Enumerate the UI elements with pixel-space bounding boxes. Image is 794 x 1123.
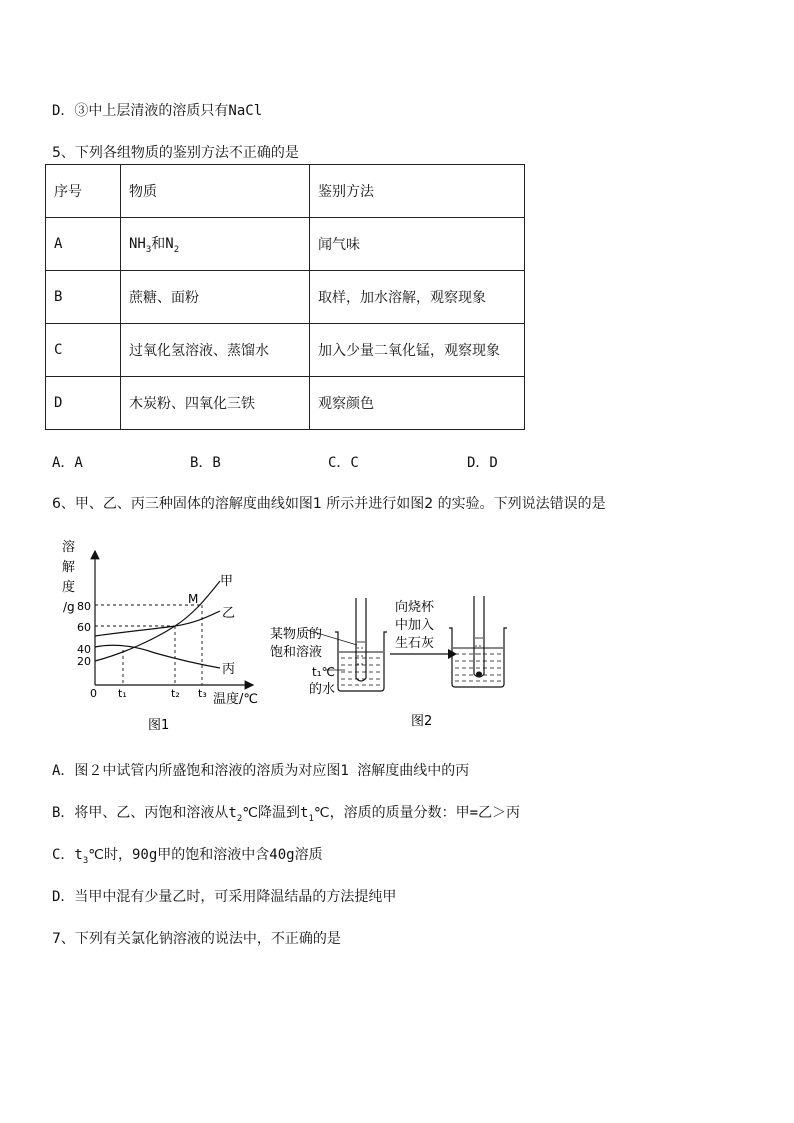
y-tick-80: 80 [77, 600, 91, 613]
arrow-label-3: 生石灰 [395, 636, 435, 651]
table-row [46, 324, 525, 377]
header-substance: 物质 [121, 165, 310, 218]
curve-jia [95, 581, 220, 661]
curve-label-jia: 甲 [220, 574, 234, 589]
table-header-row [46, 165, 525, 218]
row-substance: 木炭粉、四氧化三铁 [121, 377, 310, 430]
row-id: D [46, 377, 121, 430]
q5-stem: 5、下列各组物质的鉴别方法不正确的是 [52, 145, 299, 161]
q5-option-a: A．A [52, 455, 83, 471]
q6-stem: 6、甲、乙、丙三种固体的溶解度曲线如图1 所示并进行如图2 的实验。下列说法错误的是 [52, 496, 606, 512]
curve-bing [95, 645, 220, 668]
row-substance: $NH_3$和$N_2$ [121, 218, 310, 271]
row-id: A [46, 218, 121, 271]
header-method: 鉴别方法 [310, 165, 525, 218]
q5-option-b: B．B [190, 455, 221, 471]
q4-option-d: D．③中上层清液的溶质只有NaCl [52, 103, 263, 119]
q6-option-a: A．图２中试管内所盛饱和溶液的溶质为对应图1 溶解度曲线中的丙 [52, 763, 470, 779]
point-m-label: M [188, 592, 199, 606]
right-beaker [449, 628, 507, 687]
curve-label-yi: 乙 [222, 606, 236, 621]
left-test-tube [356, 598, 366, 681]
y-tick-40: 40 [77, 643, 91, 656]
table-row [46, 377, 525, 430]
origin-label: 0 [90, 687, 97, 700]
y-tick-60: 60 [77, 621, 91, 634]
right-test-tube [474, 596, 484, 677]
figure-1-solubility-chart [55, 535, 275, 740]
q5-table [45, 164, 525, 430]
y-label-1: 溶 [62, 540, 76, 555]
x-axis-label: 温度/℃ [213, 692, 258, 707]
header-number: 序号 [46, 165, 121, 218]
row-substance: 蔗糖、面粉 [121, 271, 310, 324]
label-water-2: 的水 [309, 682, 336, 697]
row-method: 闻气味 [310, 218, 525, 271]
row-id: B [46, 271, 121, 324]
table-row [46, 271, 525, 324]
figure-1-caption: 图1 [148, 718, 170, 733]
q7-stem: 7、下列有关氯化钠溶液的说法中，不正确的是 [52, 931, 341, 947]
curve-yi [95, 611, 220, 636]
precipitate-icon [476, 672, 482, 677]
table-row [46, 218, 525, 271]
q6-option-c: C．$t_3℃$时，90g甲的饱和溶液中含40g溶质 [52, 847, 323, 866]
q6-option-b: B．将甲、乙、丙饱和溶液从$t_2℃$降温到$t_1℃$，溶质的质量分数：甲=乙＞丙 [52, 805, 521, 824]
y-label-4: /g [63, 600, 75, 614]
y-label-2: 解 [62, 560, 76, 575]
row-method: 加入少量二氧化锰，观察现象 [310, 324, 525, 377]
x-tick-t3: t₃ [198, 687, 207, 700]
y-label-3: 度 [62, 580, 76, 595]
row-method: 取样，加水溶解，观察现象 [310, 271, 525, 324]
curve-label-bing: 丙 [222, 662, 236, 677]
x-tick-t1: t₁ [118, 687, 127, 700]
arrow-label-1: 向烧杯 [395, 600, 435, 615]
label-saturated-1: 某物质的 [270, 627, 323, 642]
x-tick-t2: t₂ [171, 687, 180, 700]
row-substance: 过氧化氢溶液、蒸馏水 [121, 324, 310, 377]
y-tick-20: 20 [77, 655, 91, 668]
figure-2-caption: 图2 [411, 714, 433, 729]
row-id: C [46, 324, 121, 377]
row-method: 观察颜色 [310, 377, 525, 430]
arrow-label-2: 中加入 [395, 618, 435, 633]
figure-2-experiment-diagram [265, 590, 525, 740]
q5-option-c: C．C [328, 455, 359, 471]
label-water-1: t₁℃ [312, 665, 335, 679]
q5-option-d: D．D [467, 455, 498, 471]
label-saturated-2: 饱和溶液 [270, 645, 323, 660]
q6-option-d: D．当甲中混有少量乙时，可采用降温结晶的方法提纯甲 [52, 889, 397, 905]
